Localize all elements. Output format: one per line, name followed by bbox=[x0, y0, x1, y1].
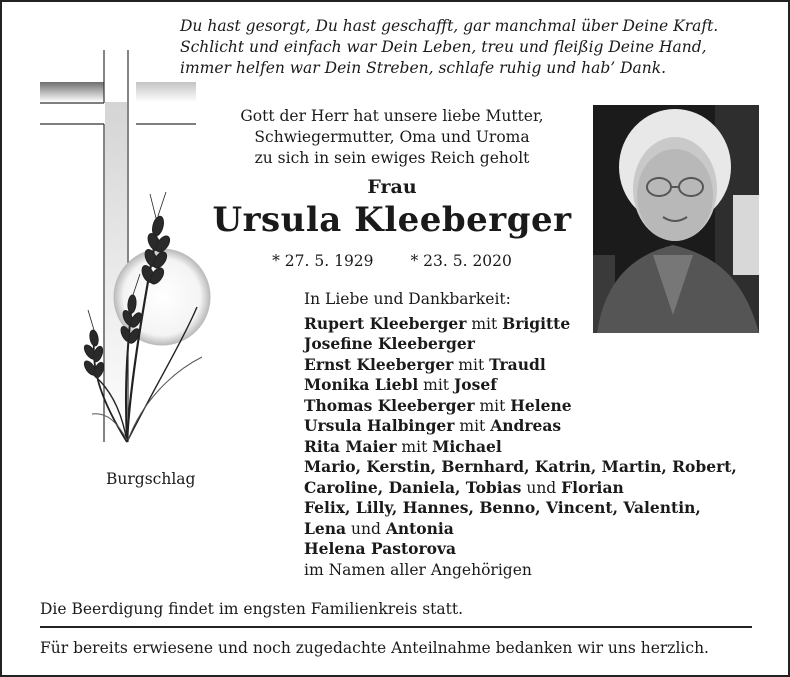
mourner-name: Caroline, Daniela, Tobias bbox=[304, 477, 522, 497]
mourner-name: Mario, Kerstin, Bernhard, Katrin, Martin, Robert, bbox=[304, 457, 737, 476]
funeral-notice: Die Beerdigung findet im engsten Familienkreis statt. bbox=[40, 600, 464, 618]
mourner-name: Brigitte bbox=[502, 313, 571, 333]
poem bbox=[180, 16, 780, 79]
connector-text: mit bbox=[474, 396, 511, 415]
connector-text: im Namen aller Angehörigen bbox=[304, 560, 532, 579]
poem-line: Schlicht und einfach war Dein Leben, treu und fleißig Deine Hand, bbox=[180, 38, 707, 56]
announcement-line: Gott der Herr hat unsere liebe Mutter, bbox=[240, 107, 544, 125]
mourner-name: Helene bbox=[510, 395, 572, 415]
mourner-name: Michael bbox=[432, 436, 502, 456]
poem-line: Du hast gesorgt, Du hast geschafft, gar manchmal über Deine Kraft. bbox=[180, 17, 719, 35]
mourner-name: Monika Liebl bbox=[304, 375, 419, 394]
mourner-row bbox=[304, 560, 774, 581]
mourner-row bbox=[304, 437, 774, 458]
death-date: * 23. 5. 2020 bbox=[410, 252, 512, 270]
mourner-row bbox=[304, 375, 774, 396]
mourner-name: Lena bbox=[304, 518, 347, 538]
mourner-row bbox=[304, 314, 774, 335]
mourners-list bbox=[304, 289, 774, 580]
divider bbox=[40, 626, 752, 628]
mourner-row bbox=[304, 539, 774, 560]
salutation: Frau bbox=[367, 176, 417, 198]
birth-date: * 27. 5. 1929 bbox=[272, 252, 374, 270]
connector-text: mit bbox=[418, 376, 454, 394]
mourners-lead: In Liebe und Dankbarkeit: bbox=[304, 290, 511, 308]
mourner-name: Rupert Kleeberger bbox=[304, 313, 467, 333]
mourner-row bbox=[304, 416, 774, 437]
mourner-row bbox=[304, 478, 774, 499]
mourner-row bbox=[304, 355, 774, 376]
mourner-name: Ursula Halbinger bbox=[304, 416, 455, 435]
mourner-name: Antonia bbox=[385, 518, 454, 538]
poem-line: immer helfen war Dein Streben, schlafe ruhig und hab’ Dank. bbox=[180, 59, 667, 77]
mourner-row bbox=[304, 396, 774, 417]
mourners-rows bbox=[304, 314, 774, 581]
mourner-name: Josefine Kleeberger bbox=[304, 334, 475, 353]
mourner-name: Florian bbox=[561, 477, 624, 497]
mourner-row bbox=[304, 457, 774, 478]
announcement bbox=[202, 106, 582, 169]
mourner-name: Traudl bbox=[489, 354, 546, 374]
connector-text: mit bbox=[466, 314, 503, 333]
mourner-row bbox=[304, 334, 774, 355]
announcement-line: Schwiegermutter, Oma und Uroma bbox=[254, 128, 530, 146]
deceased-name: Ursula Kleeberger bbox=[212, 200, 572, 240]
mourner-row bbox=[304, 498, 774, 519]
mourner-name: Rita Maier bbox=[304, 436, 397, 456]
mourner-name: Thomas Kleeberger bbox=[304, 395, 475, 415]
mourner-name: Felix, Lilly, Hannes, Benno, Vincent, Valentin, bbox=[304, 498, 701, 517]
mourner-name: Josef bbox=[453, 375, 497, 394]
connector-text: mit bbox=[453, 355, 490, 374]
mourner-name: Andreas bbox=[490, 416, 562, 435]
thanks-notice: Für bereits erwiesene und noch zugedachte Anteilnahme bedanken wir uns herzlich. bbox=[40, 639, 709, 657]
mourner-row bbox=[304, 519, 774, 540]
mourner-name: Helena Pastorova bbox=[304, 539, 457, 558]
connector-text: und bbox=[521, 478, 562, 497]
connector-text: und bbox=[346, 519, 386, 538]
connector-text: mit bbox=[396, 437, 433, 456]
mourner-name: Ernst Kleeberger bbox=[304, 354, 454, 374]
life-dates bbox=[202, 252, 582, 270]
cross-with-wheat-icon bbox=[32, 42, 212, 452]
announcement-line: zu sich in sein ewiges Reich geholt bbox=[254, 149, 530, 167]
connector-text: mit bbox=[454, 417, 491, 435]
place-name: Burgschlag bbox=[106, 470, 196, 488]
